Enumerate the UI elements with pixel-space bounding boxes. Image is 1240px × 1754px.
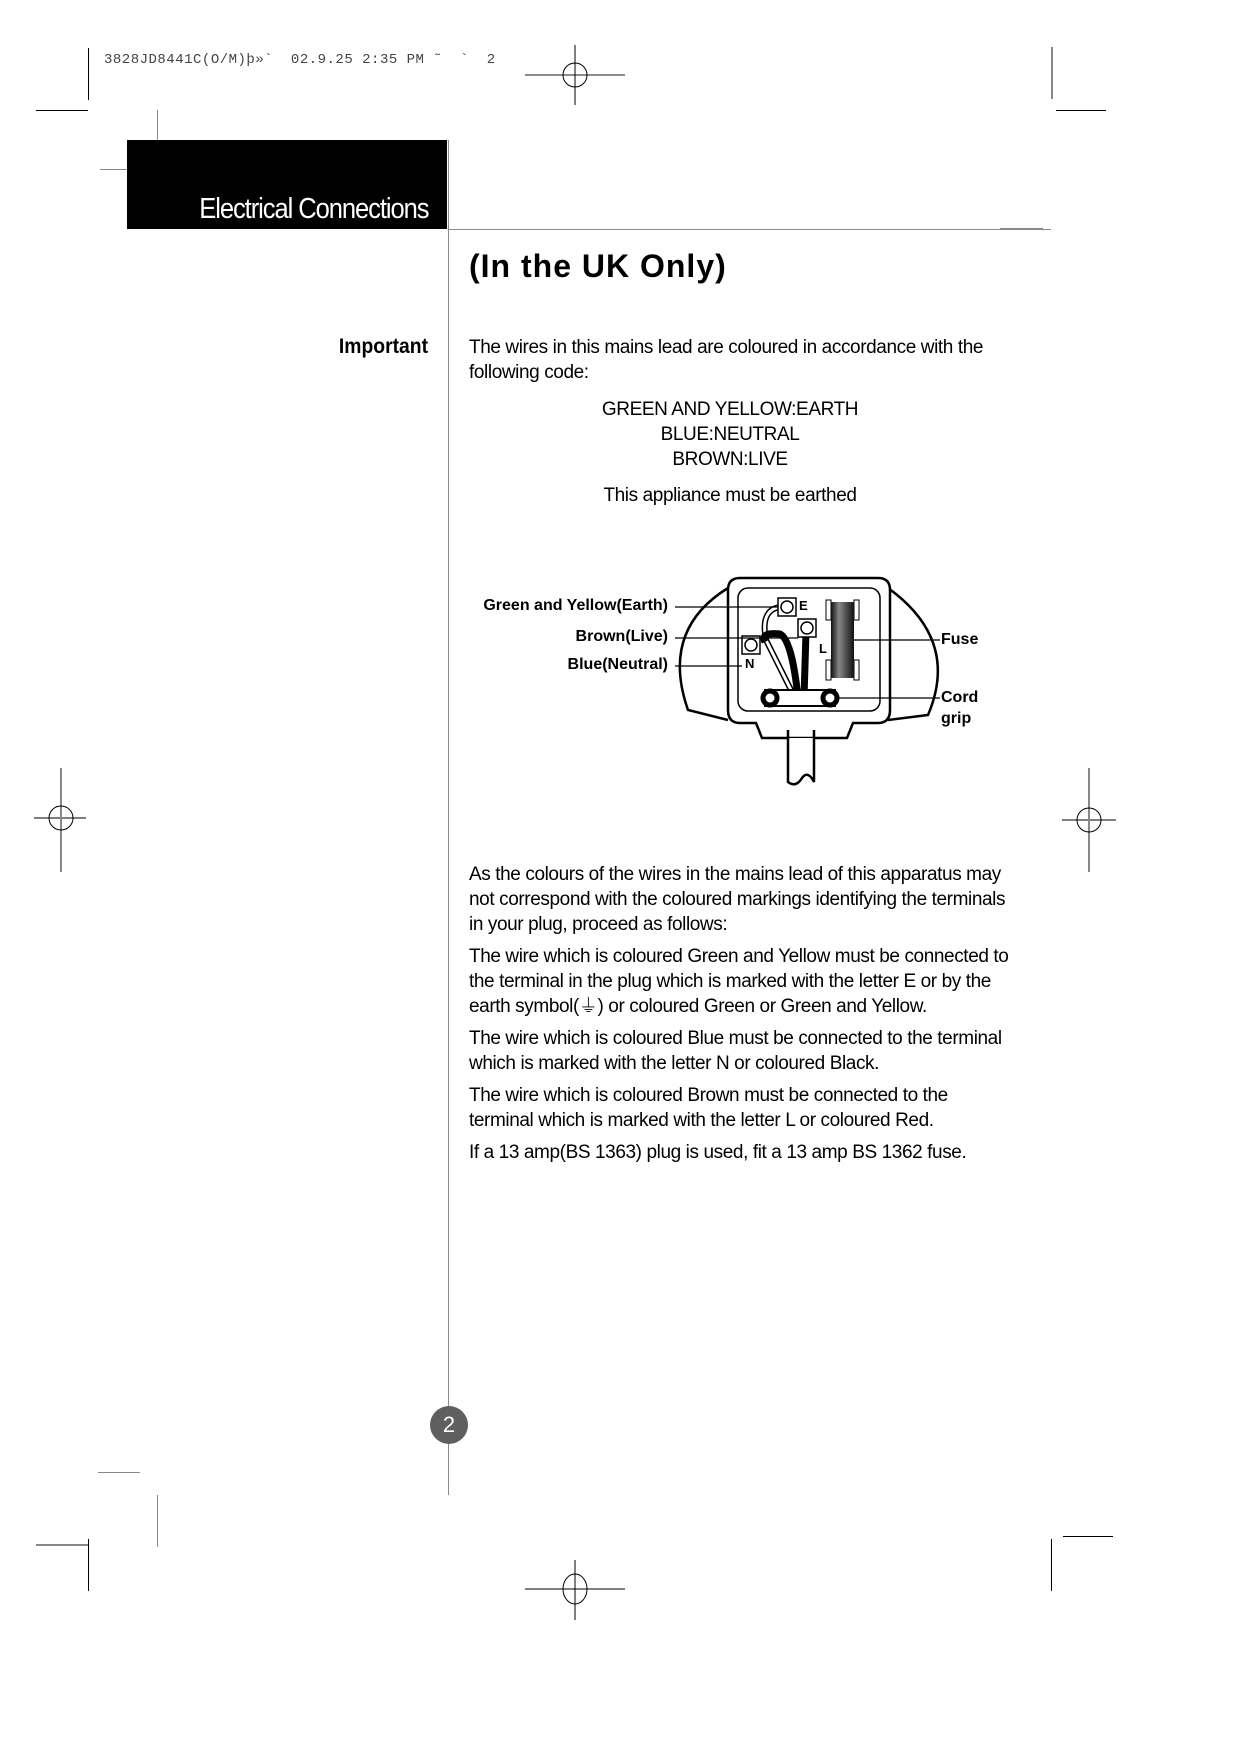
crop-mark (1051, 47, 1053, 99)
label-neutral-wire: Blue(Neutral) (567, 656, 668, 673)
code-neutral: BLUE:NEUTRAL (660, 424, 800, 445)
label-grip: grip (941, 710, 972, 727)
wiring-instructions (469, 862, 1009, 1172)
plug-illustration (460, 560, 1020, 790)
page-number: 2 (430, 1406, 468, 1444)
crop-mark (36, 110, 88, 111)
crop-mark (36, 1544, 88, 1546)
terminal-e-label: E (799, 598, 808, 613)
label-live-wire: Brown(Live) (575, 628, 668, 645)
instruction-paragraph: The wire which is coloured Green and Yellow must be connected to the terminal in the plug which is marked with the letter E or by the earth symbol(⏚) or coloured Green or Green and Yellow. (469, 946, 1009, 1017)
terminal-n-label: N (745, 656, 755, 671)
label-cord: Cord (941, 689, 979, 706)
column-divider (448, 140, 449, 1495)
plug-wiring-diagram (460, 560, 1020, 790)
label-fuse: Fuse (941, 631, 979, 648)
code-earth: GREEN AND YELLOW:EARTH (601, 399, 859, 420)
instruction-paragraph: The wire which is coloured Brown must be connected to the terminal which is marked with the letter L or coloured Red. (469, 1085, 948, 1131)
crop-mark (88, 1539, 89, 1591)
crop-mark (1051, 1539, 1052, 1591)
section-header (127, 140, 447, 229)
instruction-paragraph: The wire which is coloured Blue must be connected to the terminal which is marked with the letter N or coloured Black. (469, 1028, 1002, 1074)
crop-mark (157, 1495, 158, 1547)
label-earth-wire: Green and Yellow(Earth) (483, 597, 668, 614)
registration-mark-top (520, 45, 630, 105)
registration-mark-bottom (520, 1560, 630, 1620)
page-title: (In the UK Only) (469, 248, 727, 284)
crop-mark (1056, 110, 1106, 111)
crop-mark (1063, 1536, 1113, 1537)
side-label-important: Important (338, 335, 428, 358)
terminal-l-label: L (819, 641, 827, 656)
print-slug: 3828JD8441C(O/M)þ»` 02.9.25 2:35 PM ˜ ` 2 (104, 52, 496, 68)
section-title: Electrical Connections (199, 193, 429, 225)
intro-paragraph: The wires in this mains lead are coloured in accordance with the following code: (469, 337, 984, 383)
intro-text (469, 335, 1009, 392)
earth-warning: This appliance must be earthed (603, 485, 857, 506)
header-rule (449, 229, 1051, 230)
wire-colour-code (530, 397, 930, 472)
crop-mark (98, 1472, 140, 1473)
registration-mark-left (34, 768, 94, 872)
crop-mark (157, 110, 158, 140)
registration-mark-right (1060, 768, 1120, 872)
instruction-paragraph: As the colours of the wires in the mains lead of this apparatus may not correspond with the coloured markings identifying the terminals in your plug, proceed as follows: (469, 864, 1006, 935)
crop-mark (100, 169, 127, 170)
instruction-paragraph: If a 13 amp(BS 1363) plug is used, fit a 13 amp BS 1362 fuse. (469, 1142, 967, 1163)
code-live: BROWN:LIVE (672, 449, 788, 470)
crop-mark (88, 48, 89, 100)
